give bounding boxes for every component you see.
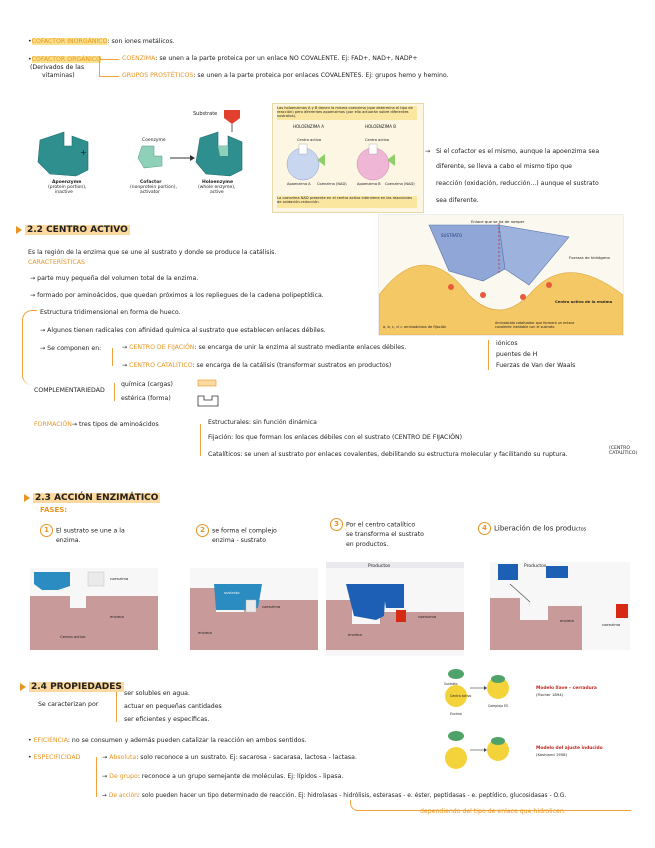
s24-accion-line: → De acción: solo pueden hacer un tipo determinado de reacción. Ej: hidrolasas - hidrólisis, esterasas - e. éster, peptidasas - e. peptídico, glucosidasas - O.G. [102,793,567,799]
phase-1-text [40,524,125,537]
s24-accion-text: : solo pueden hacer un tipo determinado de reacción. Ej: hidrolasas - hidrólisis, esterasas - e. éster, peptidasas - e. peptídico, glucosidasas - O.G. [137,793,567,799]
substrate-label: Substrate [193,111,218,117]
img3-coenz: coenzima [418,614,437,619]
s24-abs-text: : solo reconoce a un sustrato. Ej: sacarosa - sacarasa, lactosa - lactasa. [136,754,357,761]
cofactor-inorganico-text: : son iones metálicos. [107,38,175,45]
s23-fases: FASES: [40,506,68,514]
coenzima-line [122,55,418,63]
s22-quimica: química (cargas) [121,381,173,388]
s22-comp-bracket [112,348,121,366]
s24-dep: dependiendo del tipo de enlace que hidrolicen. [420,808,566,815]
holo-b-label: HOLOENZIMA B [365,124,397,129]
grupos-label: GRUPOS PROSTÉTICOS [122,72,194,79]
fig3-leyenda: a, b, c, d = aminoácidos de fijación [383,325,447,329]
phase-1-l2: enzima. [56,537,81,544]
img4-coenz: coenzima [602,622,621,627]
s22-form-bracket [200,424,207,456]
cofactor-organico-sub2: vitaminas) [42,72,75,79]
s24-grupo-line: → De grupo: reconoce a un grupo semejante de moléculas. Ej: lípidos - lipasa. [102,773,344,780]
cofactor-organico-sub1: (Derivados de las [30,64,85,71]
cofactor-inorganico-line: •COFACTOR INORGÁNICO: son iones metálicos. [28,38,175,45]
fig3-fuerzas: Fuerzas de hidrógeno [569,255,610,260]
phase-1-number: 1 [40,524,53,537]
s24-grupo-label: De grupo [109,773,138,780]
img3-enz: enzima [348,632,362,637]
s22-ionicos: iónicos [496,340,518,347]
phase-3-text [330,518,415,531]
s24-b3: ser eficientes y específicas. [124,716,210,723]
s24-bracket [116,692,123,722]
img2-sust: sustrato [224,590,240,595]
s22-caract: CARACTERÍSTICAS [28,259,85,266]
holo-a-label: HOLOENZIMA A [293,124,325,129]
s24-ef-text: : no se consumen y además pueden catalizar la reacción en ambos sentidos. [67,737,307,744]
s22-puentes: puentes de H [496,351,538,358]
fig4-enz: Enzima [450,712,462,716]
holoenzyme-sub1: (whole enzyme), [198,185,236,190]
img2-enz: enzima [198,630,212,635]
grupos-line [122,72,449,80]
s22-form-text: → tres tipos de aminoácidos [71,421,159,428]
fig3-sustrato: SUSTRATO [441,233,463,238]
s22-bracket [22,310,37,385]
s24-accion-label: De acción [108,793,138,799]
s22-cat-label: CENTRO CATALÍTICO [129,362,193,369]
phase-4-diagram [490,562,630,650]
apo-a: Apoenzima A [287,182,311,186]
cofactor-sub2: activator [140,190,161,195]
s24-esp-label: ESPECIFICIDAD [33,754,81,761]
s22-fuerzas: Fuerzas de Van der Waals [496,362,576,369]
img3-title: Productos [368,564,391,569]
phase-4-text [478,522,586,535]
holo-bottom-note: La coenzima NAD presente en el centro activo interviene en las reacciones de oxidación-reducción [277,196,417,208]
figure-holoenzimas-ab [272,103,424,213]
complementariedad-icon [194,378,222,408]
phase-1-image [30,568,158,650]
s22-intro: Es la región de la enzima que se une al sustrato y donde se produce la catálisis. [28,249,277,256]
s24-b2: actuar en pequeñas cantidades [124,703,222,710]
s22-form-line [34,421,159,429]
fig4-modelo1-sub: (Fischer 1894) [536,692,564,697]
note-l4: sea diferente. [436,197,479,204]
phase-1-diagram [30,568,158,650]
fig4-modelo2-sub: (Koshland 1958) [536,752,568,757]
phase-3-l3: en productos. [346,541,389,548]
s24-ef-line: • EFICIENCIA: no se consumen y además pueden catalizar la reacción en ambos sentidos. [28,737,307,744]
fig4-complejo: Complejo ES [488,704,509,708]
s22-fij-text: : se encarga de unir la enzima al sustrato mediante enlaces débiles. [194,344,407,351]
s22-enlaces-bracket [488,340,493,370]
phase-4-l1: Liberación de los produ [494,524,576,533]
note-arrow: → [425,148,431,155]
s22-compl-bracket [114,383,121,401]
fig3-cat-note: Aminoácido catalizador que formará un enlace covalente inestable con el sustrato [495,321,575,329]
s22-compl: COMPLEMENTARIEDAD [34,387,105,394]
section-24-title [20,682,124,692]
section-triangle-icon [20,683,26,691]
img1-enz: enzima [110,614,124,619]
activo-b: Centro activo [365,138,390,142]
section-22-title-text: 2.2 CENTRO ACTIVO [27,225,128,235]
img1-coenz: coenzima [110,576,129,581]
phase-3-diagram [326,568,464,650]
phase-4-number: 4 [478,522,491,535]
figure-holoenzyme [30,110,270,200]
fig4-sitio: Centro activo [450,694,472,698]
cofactor-sub1: (nonprotein portion), [130,185,177,190]
section-triangle-icon [16,226,22,234]
phase-4-image [490,562,630,650]
coenzima-text: : se unen a la parte proteica por un enlace NO COVALENTE. Ej: FAD+, NAD+, NADP+ [155,55,418,62]
s22-esterica: estérica (forma) [121,395,171,402]
cofactor-organico-label: COFACTOR ORGÁNICO [31,56,102,63]
section-23-title-text: 2.3 ACCIÓN ENZIMÁTICO [35,493,159,503]
s22-c5: Se componen en: [47,345,102,352]
img2-coenz: coenzima [262,604,281,609]
s22-f3-note2: CATALÍTICO) [609,451,638,456]
modelos-diagram [440,666,640,786]
phase-2-text [196,524,277,537]
figure-centro-activo [378,214,624,336]
cofactor-organico-label-line: •COFACTOR ORGÁNICO [28,56,102,63]
section-24-title-text: 2.4 PROPIEDADES [31,682,122,692]
coenzyme-label: Coenzyme [142,138,166,143]
holo-top-note: Las holoenzimas A y B tienen la misma coenzima (que determina el tipo de reacción) pero diferentes apoenzimas (por ello actuarán sobre diferentes sustratos). [277,106,417,120]
phase-3-image [326,562,464,656]
s22-c4: Algunos tienen radicales con afinidad química al sustrato que establecen enlaces débiles. [47,327,326,334]
s22-f3-note1: (CENTRO [609,446,630,451]
s24-grupo-text: : reconoce a un grupo semejante de moléculas. Ej: lípidos - lipasa. [137,773,344,780]
bracket-line-2 [99,76,119,77]
note-l2: diferente, se lleva a cabo el mismo tipo que [436,163,572,170]
s24-intro: Se caracterizan por [38,701,99,708]
s22-cat-line: → CENTRO CATALÍTICO: se encarga de la catálisis (transformar sustratos en productos) [122,362,392,369]
phase-3-l2: se transforma el sustrato [346,531,424,538]
s22-c4-line: → Algunos tienen radicales con afinidad química al sustrato que establecen enlaces débiles. [40,327,326,334]
apo-b: Apoenzima B [357,182,381,186]
section-22-title [16,225,130,235]
s22-f1: Estructurales: sin función dinámica [208,419,317,426]
figure-modelos [440,666,640,786]
phase-3-number: 3 [330,518,343,531]
s22-c3: Estructura tridimensional en forma de hueco. [40,309,181,316]
img1-activo: Centro activo [60,634,86,639]
fig4-modelo1: Modelo llave – cerradura [536,686,597,691]
apoenzyme-label: Apoenzyme [52,180,82,185]
apoenzyme-sub2: inactive [55,190,73,195]
fig4-modelo2: Modelo del ajuste inducido [536,746,603,751]
s22-cat-text: : se encarga de la catálisis (transformar sustratos en productos) [192,362,392,369]
phase-2-diagram [190,568,318,650]
note-l1: Si el cofactor es el mismo, aunque la apoenzima sea [436,148,600,155]
phase-2-image [190,568,318,650]
s22-c1: → parte muy pequeña del volumen total de la enzima. [30,275,199,282]
s24-abs-line: → Absoluta: solo reconoce a un sustrato. Ej: sacarosa - sacarasa, lactosa - lactasa. [102,754,357,761]
centro-activo-diagram [379,215,623,335]
fig4-sust: Sustrato [444,682,458,686]
phase-4-l2: ctos [575,526,587,533]
img4-title: Productos [524,564,547,569]
cofactor-inorganico-label: COFACTOR INORGÁNICO [31,38,108,45]
s22-f3: Catalíticos: se unen al sustrato por enlaces covalentes, debilitando su estructura molecular y facilitando su ruptura. [208,451,568,458]
section-23-title [24,493,160,503]
s24-abs-label: Absoluta [109,754,137,761]
img4-enz: enzima [560,618,574,623]
s22-form-label: FORMACIÓN [34,421,72,428]
fig3-top: Enlace que se ha de romper [471,219,525,224]
s22-fij-line: → CENTRO DE FIJACIÓN: se encarga de unir la enzima al sustrato mediante enlaces débiles. [122,344,407,351]
s24-ef-label: EFICIENCIA [33,737,68,744]
phase-1-l1: El sustrato se une a la [56,527,125,535]
holoenzyme-sub2: active [210,190,224,195]
cofactor-label: Cofactor [140,180,162,185]
s22-c2: → formado por aminoácidos, que quedan próximos a los repliegues de la cadena polipeptídica. [30,292,324,299]
bracket-line-1 [99,59,119,60]
phase-3-l1: Por el centro catalítico [346,521,416,529]
s22-c5-line: → Se componen en: [40,345,102,352]
s22-fij-label: CENTRO DE FIJACIÓN [129,344,195,351]
apoenzyme-sub1: (protein portion), [48,185,87,190]
phase-2-number: 2 [196,524,209,537]
section-triangle-icon [24,494,30,502]
activo-a: Centro activo [297,138,322,142]
coenzima-label: COENZIMA [122,55,156,62]
holoenzyme-label: Holoenzyme [202,180,234,185]
coenz-a: Coenzima (NAD) [317,182,347,186]
plus-sign: + [80,148,87,157]
phase-2-l2: enzima - sustrato [212,537,267,544]
s24-b1: ser solubles en agua. [124,690,190,697]
note-l3: reacción (oxidación, reducción...) aunque el sustrato [436,180,599,187]
phase-2-l1: se forma el complejo [212,527,277,535]
grupos-text: : se unen a la parte proteica por enlaces COVALENTES. Ej: grupos hemo y hemino. [193,72,449,79]
s22-f2: Fijación: los que forman los enlaces débiles con el sustrato (CENTRO DE FIJACIÓN) [208,434,463,441]
coenz-b: Coenzima (NAD) [385,182,415,186]
fig3-centro: Centro activo de la enzima [555,299,613,304]
s24-esp-line: • ESPECIFICIDAD [28,754,81,761]
